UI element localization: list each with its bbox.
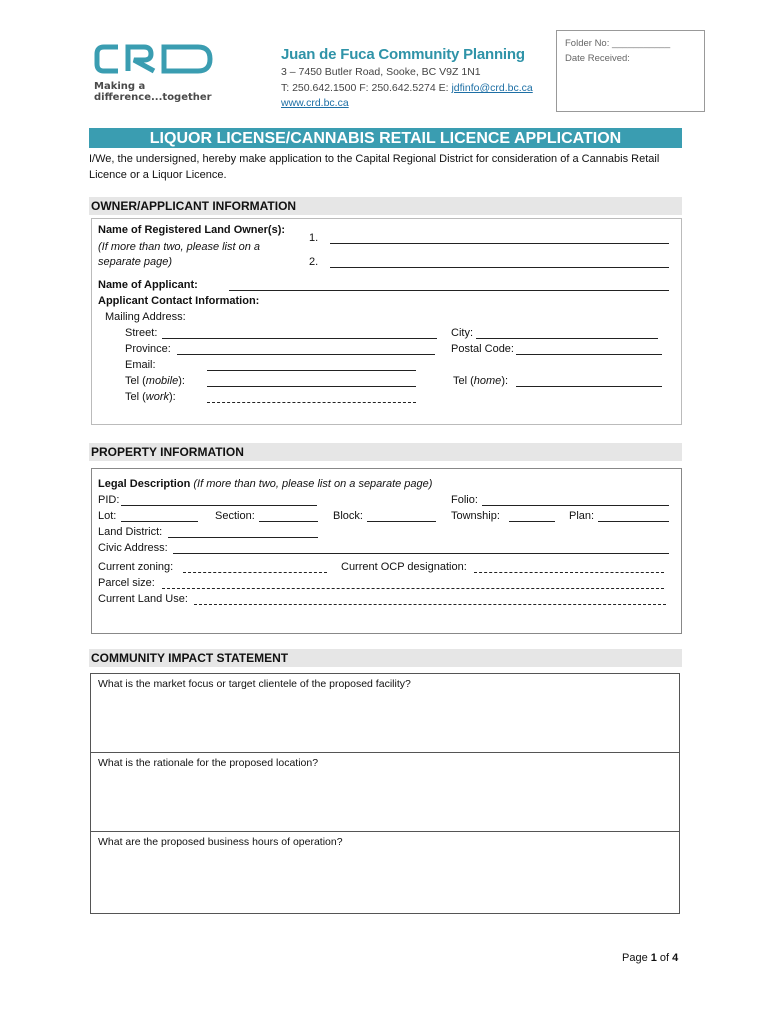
market-focus-box[interactable]: [90, 673, 680, 753]
rationale-question: What is the rationale for the proposed location?: [98, 757, 319, 769]
plan-field[interactable]: [598, 521, 669, 522]
tel-home-label: Tel (home):: [453, 375, 509, 387]
intro-text: I/We, the undersigned, hereby make application to the Capital Regional District for consideration of a Cannabis Retail Licence or a Liquor Licence.: [89, 153, 660, 181]
rationale-box[interactable]: [90, 752, 680, 832]
block-field[interactable]: [367, 521, 436, 522]
pid-field[interactable]: [121, 505, 317, 506]
postal-code-field[interactable]: [516, 354, 662, 355]
tel-mobile-label: Tel (mobile):: [125, 375, 185, 387]
city-field[interactable]: [476, 338, 658, 339]
tel-work-field[interactable]: [207, 402, 416, 403]
market-focus-question: What is the market focus or target clientele of the proposed facility?: [98, 678, 411, 690]
business-hours-question: What are the proposed business hours of operation?: [98, 836, 343, 848]
street-field[interactable]: [162, 338, 437, 339]
property-section-box: [91, 468, 682, 634]
tel-mobile-field[interactable]: [207, 386, 416, 387]
property-section-heading: PROPERTY INFORMATION: [89, 443, 682, 461]
crd-logo-icon: [94, 44, 216, 74]
owner-1-field[interactable]: [330, 243, 669, 244]
lot-field[interactable]: [121, 521, 198, 522]
logo-tagline: Making a difference...together: [94, 81, 212, 103]
email-label: Email:: [125, 359, 156, 371]
land-owner-label: Name of Registered Land Owner(s):: [98, 224, 286, 236]
org-name: Juan de Fuca Community Planning: [281, 46, 525, 63]
civic-address-field[interactable]: [173, 553, 669, 554]
city-label: City:: [451, 327, 473, 339]
website-link[interactable]: www.crd.bc.ca: [281, 97, 349, 109]
page-number: Page 1 of 4: [622, 952, 679, 964]
civic-address-label: Civic Address:: [98, 542, 168, 554]
org-address: 3 – 7450 Butler Road, Sooke, BC V9Z 1N1: [281, 66, 481, 78]
form-title: LIQUOR LICENSE/CANNABIS RETAIL LICENCE APPLICATION: [89, 128, 682, 148]
land-district-field[interactable]: [168, 537, 318, 538]
owner-section-heading: OWNER/APPLICANT INFORMATION: [89, 197, 682, 215]
current-land-use-field[interactable]: [194, 604, 666, 605]
owner-2-field[interactable]: [330, 267, 669, 268]
section-field[interactable]: [259, 521, 318, 522]
current-ocp-field[interactable]: [474, 572, 664, 573]
plan-label: Plan:: [569, 510, 595, 522]
township-label: Township:: [451, 510, 500, 522]
postal-code-label: Postal Code:: [451, 343, 514, 355]
parcel-size-field[interactable]: [162, 588, 664, 589]
business-hours-box[interactable]: [90, 831, 680, 914]
contact-info-label: Applicant Contact Information:: [98, 295, 260, 307]
applicant-name-label: Name of Applicant:: [98, 279, 198, 291]
current-ocp-label: Current OCP designation:: [341, 561, 467, 573]
owner-num-2: 2.: [309, 256, 319, 268]
township-field[interactable]: [509, 521, 555, 522]
applicant-name-field[interactable]: [229, 290, 669, 291]
community-section-heading: COMMUNITY IMPACT STATEMENT: [89, 649, 682, 667]
office-use-box: [556, 30, 705, 112]
block-label: Block:: [333, 510, 363, 522]
crd-logo: [94, 44, 229, 103]
folder-no-label: Folder No: ___________: [565, 38, 671, 49]
province-label: Province:: [125, 343, 171, 355]
section-label: Section:: [215, 510, 255, 522]
email-field[interactable]: [207, 370, 416, 371]
email-link[interactable]: jdfinfo@crd.bc.ca: [451, 82, 533, 94]
land-district-label: Land District:: [98, 526, 163, 538]
province-field[interactable]: [177, 354, 435, 355]
phone-fax-text: T: 250.642.1500 F: 250.642.5274 E:: [281, 82, 452, 94]
legal-description-label: Legal Description (If more than two, please list on a separate page): [98, 478, 433, 490]
parcel-size-label: Parcel size:: [98, 577, 155, 589]
current-zoning-field[interactable]: [183, 572, 327, 573]
tel-home-field[interactable]: [516, 386, 662, 387]
owner-num-1: 1.: [309, 232, 319, 244]
folio-field[interactable]: [482, 505, 669, 506]
folio-label: Folio:: [451, 494, 478, 506]
tel-work-label: Tel (work):: [125, 391, 176, 403]
street-label: Street:: [125, 327, 158, 339]
pid-label: PID:: [98, 494, 120, 506]
current-land-use-label: Current Land Use:: [98, 593, 188, 605]
mailing-address-label: Mailing Address:: [105, 311, 186, 323]
lot-label: Lot:: [98, 510, 117, 522]
org-contact-line: [281, 82, 533, 94]
land-owner-note: (If more than two, please list on a separate page): [98, 241, 261, 268]
date-received-label: Date Received:: [565, 53, 630, 64]
current-zoning-label: Current zoning:: [98, 561, 174, 573]
